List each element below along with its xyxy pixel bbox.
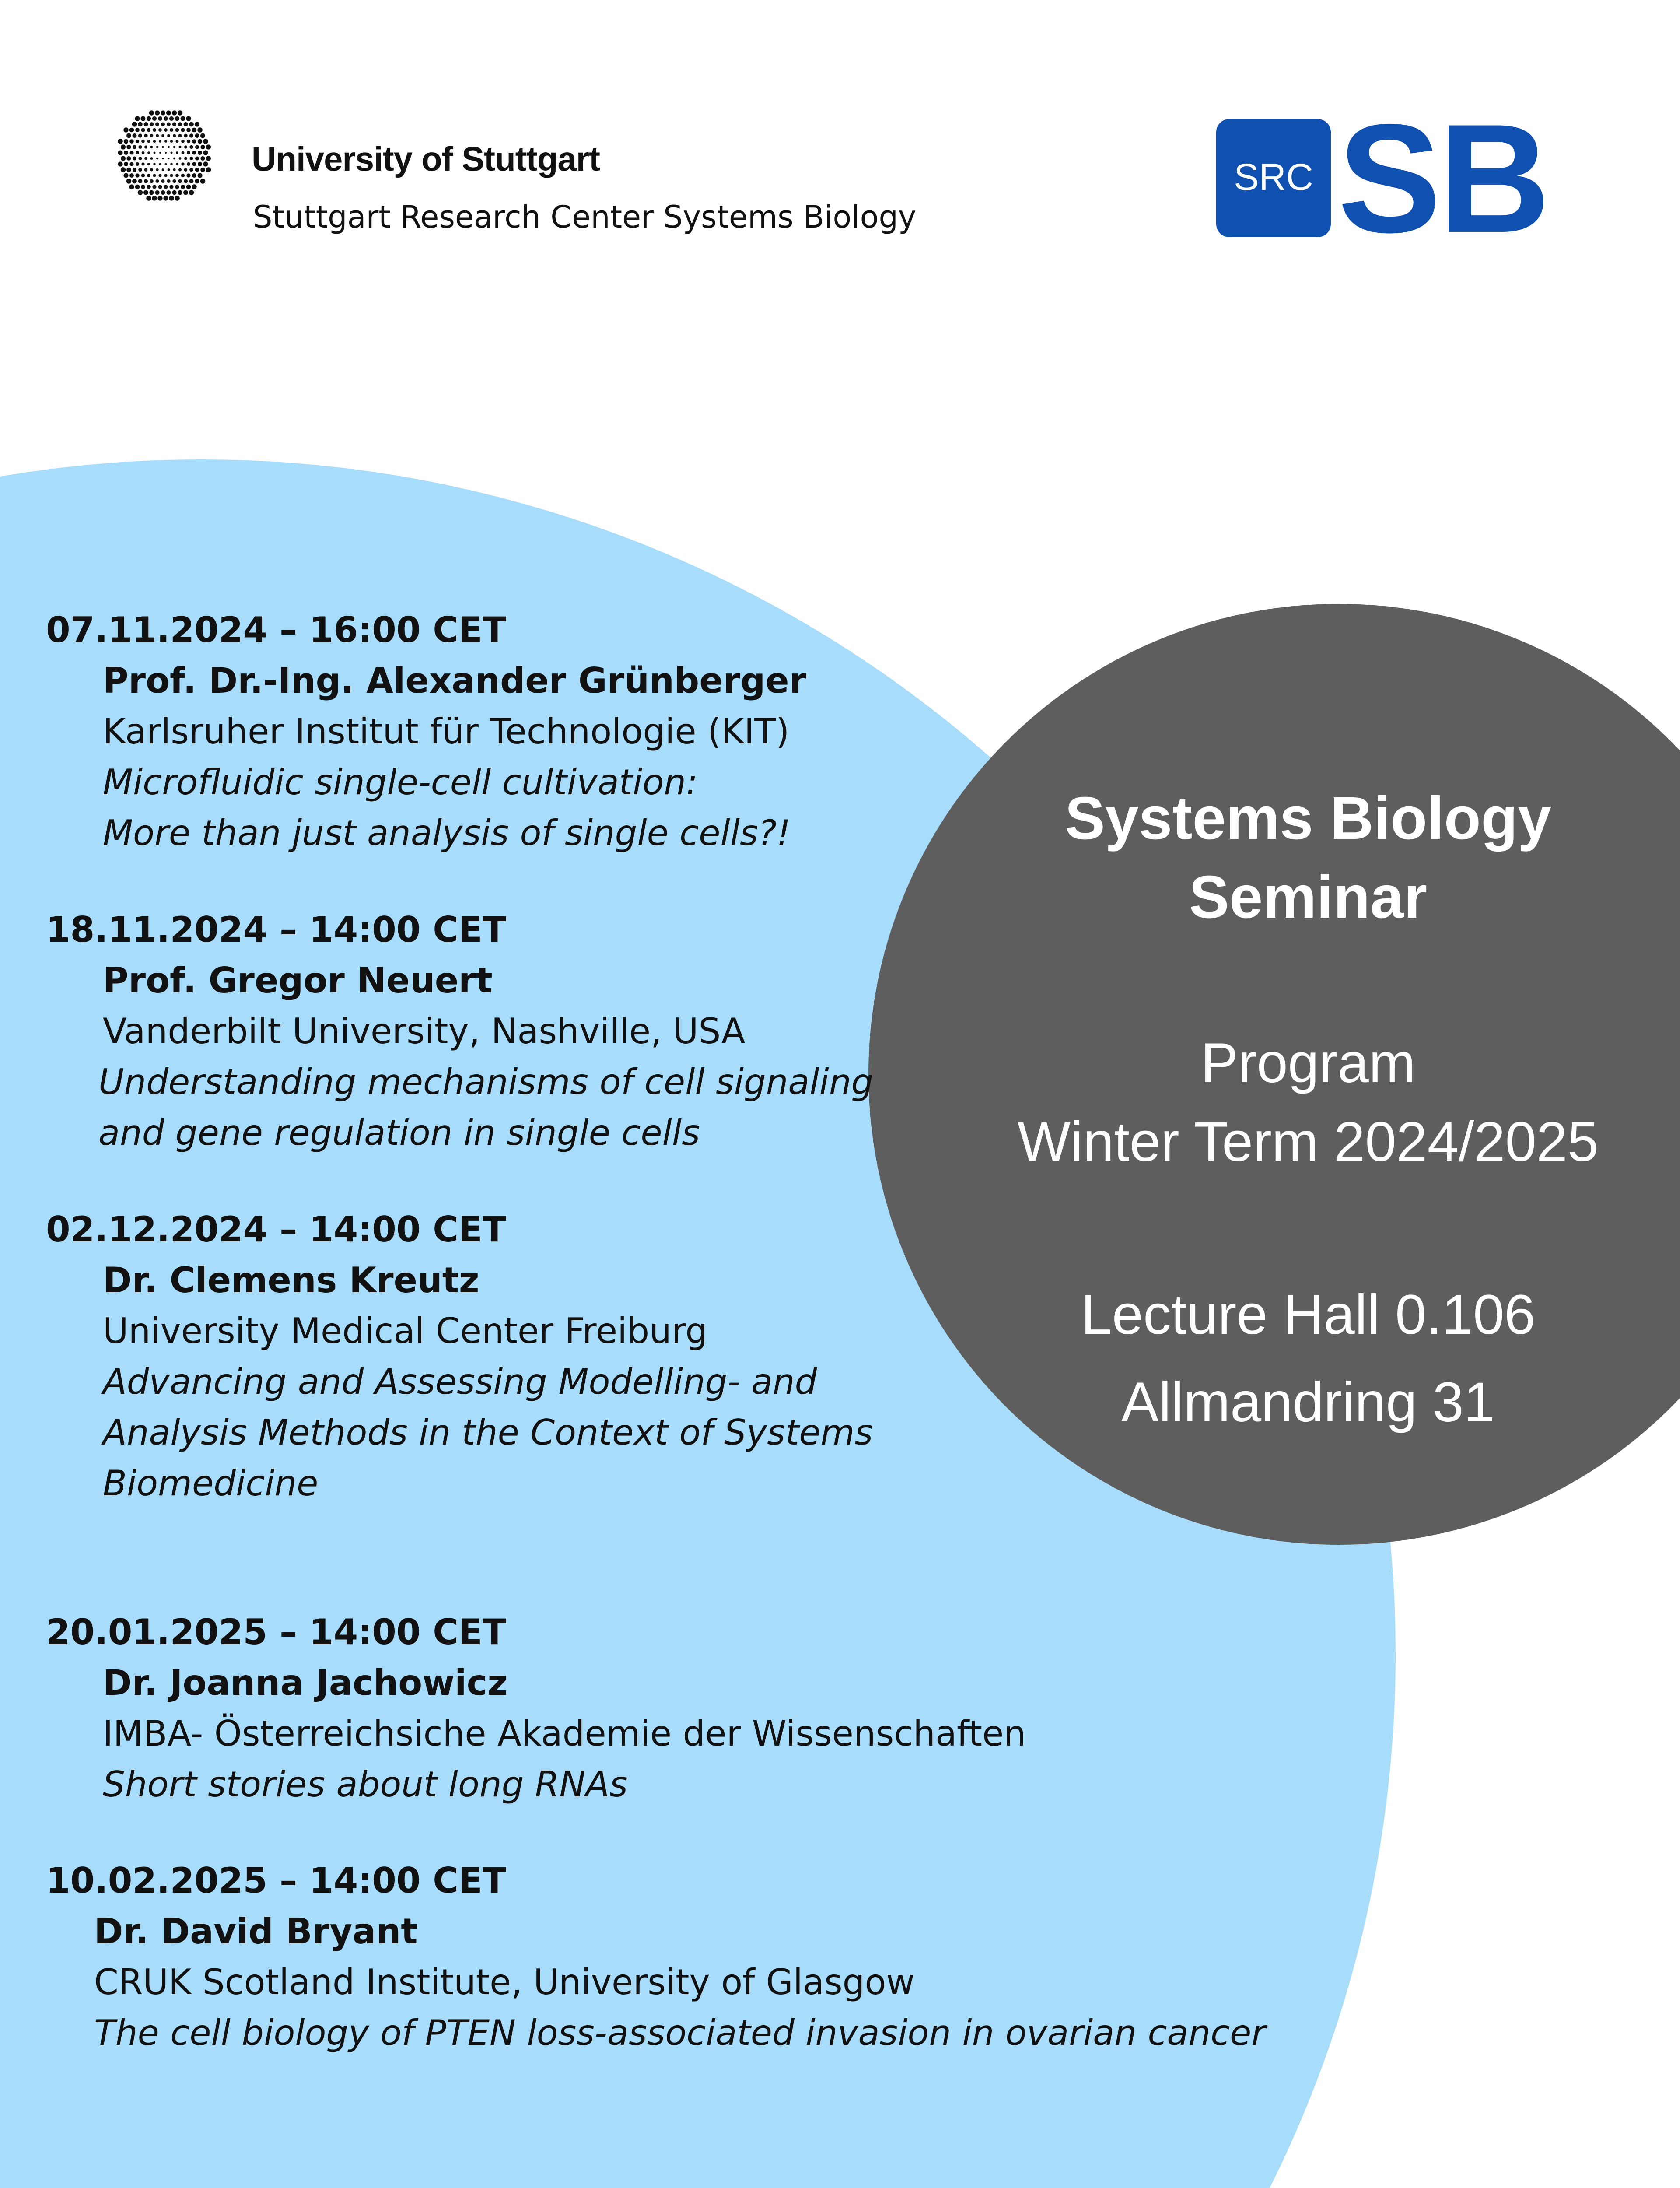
seminar-institution: IMBA- Österreichsiche Akademie der Wissenschaften [103,1713,1026,1754]
lecture-hall: Lecture Hall 0.106 [1081,1283,1536,1346]
seminar-speaker: Dr. Clemens Kreutz [103,1260,480,1301]
seminar-date: 10.02.2025 – 14:00 CET [46,1860,507,1901]
seminar-speaker: Prof. Gregor Neuert [103,960,493,1001]
seminar-date: 07.11.2024 – 16:00 CET [46,610,507,650]
title-line: Systems Biology [1064,785,1552,852]
seminar-institution: Karlsruher Institut für Technologie (KIT) [103,711,790,752]
seminar-title-line: Advancing and Assessing Modelling- and [103,1361,817,1402]
seminar-entry-3 [46,1204,873,1509]
seminar-speaker: Prof. Dr.-Ing. Alexander Grünberger [103,660,806,701]
seminar-speaker: Dr. David Bryant [94,1911,418,1952]
research-center-name: Stuttgart Research Center Systems Biology [253,199,917,235]
address: Allmandring 31 [1121,1371,1495,1434]
university-name: University of Stuttgart [252,140,600,178]
university-logo-icon [115,107,211,203]
seminar-title-line: More than just analysis of single cells?! [103,813,791,853]
program-term [897,1024,1680,1182]
seminar-title-line: The cell biology of PTEN loss-associated invasion in ovarian cancer [94,2013,1266,2053]
seminar-date: 18.11.2024 – 14:00 CET [46,909,507,950]
logo-badge-text: SRC [1234,156,1313,198]
seminar-institution: University Medical Center Freiburg [103,1311,708,1351]
seminar-date: 02.12.2024 – 14:00 CET [46,1209,507,1250]
seminar-entry-1 [46,605,806,859]
seminar-speaker: Dr. Joanna Jachowicz [103,1662,508,1703]
venue [897,1271,1680,1446]
program-line: Program [1200,1032,1416,1094]
seminar-title-line: and gene regulation in single cells [98,1112,700,1153]
seminar-title-line: Understanding mechanisms of cell signaling [98,1062,874,1102]
seminar-title-line: Microfluidic single-cell cultivation: [103,762,698,803]
seminar-entry-2 [46,905,873,1158]
seminar-institution: CRUK Scotland Institute, University of Glasgow [94,1962,915,2002]
seminar-entry-4 [46,1607,1026,1810]
seminar-title-line: Short stories about long RNAs [103,1764,628,1805]
term-line: Winter Term 2024/2025 [1017,1111,1599,1173]
title-line: Seminar [1189,863,1428,931]
seminar-title-line: Biomedicine [103,1463,318,1504]
seminar-series-title [897,779,1680,936]
seminar-date: 20.01.2025 – 14:00 CET [46,1612,507,1652]
seminar-title-line: Analysis Methods in the Context of Systems [103,1412,873,1453]
logo-letters: SB [1338,119,1548,237]
seminar-entry-5 [46,1855,1266,2058]
srcsb-logo [1216,119,1601,237]
seminar-institution: Vanderbilt University, Nashville, USA [103,1011,746,1052]
